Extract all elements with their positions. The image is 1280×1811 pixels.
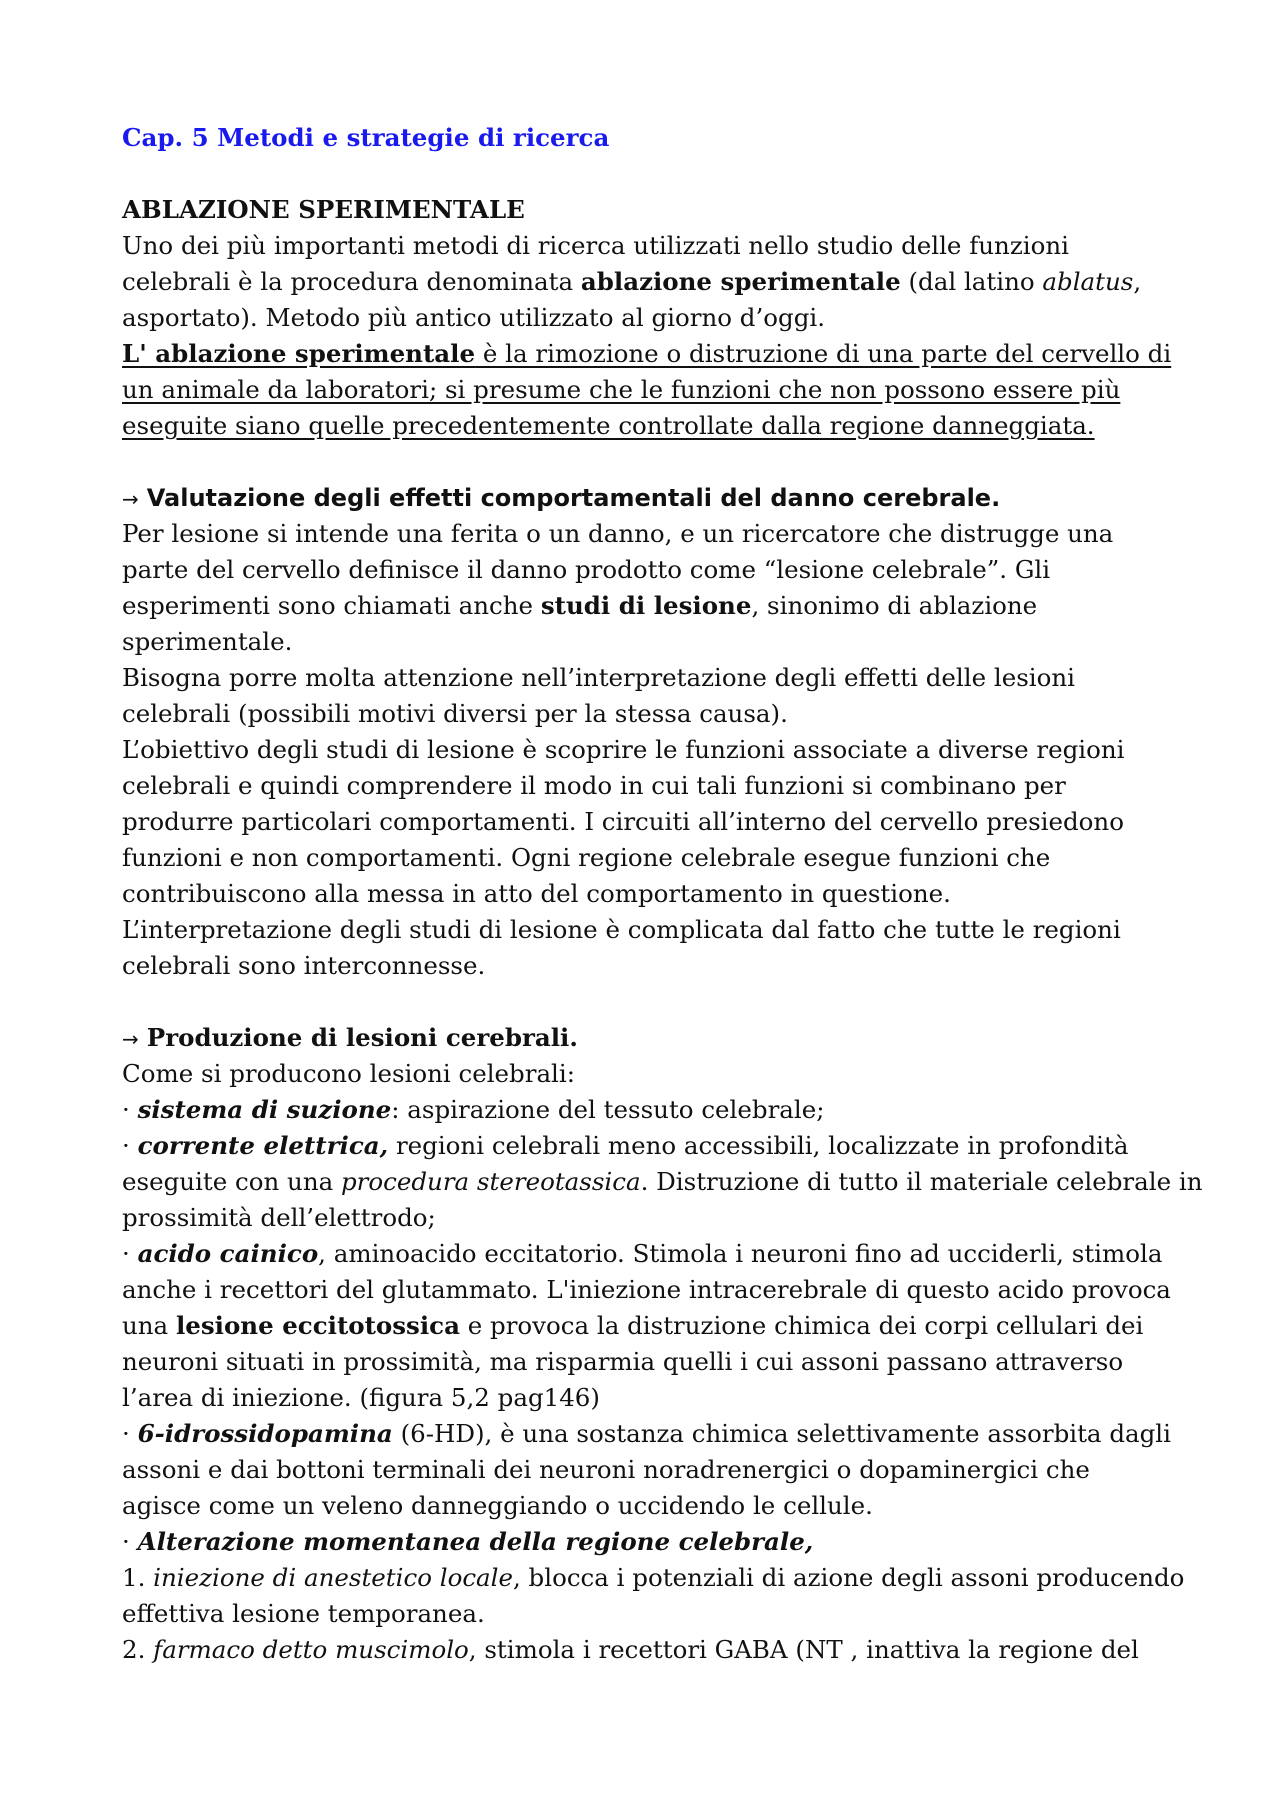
paragraph-line: celebrali e quindi comprendere il modo in cui tali funzioni si combinano per [122,771,1066,800]
list-item: · corrente elettrica, regioni celebrali meno accessibili, localizzate in profondità [122,1131,1129,1160]
section-heading-ablazione: ABLAZIONE SPERIMENTALE [122,195,525,224]
spacer [122,984,1202,1020]
underlined-definition: L' ablazione sperimentale è la rimozione o distruzione di una parte del cervello di [122,339,1172,368]
paragraph-line: produrre particolari comportamenti. I circuiti all’interno del cervello presiedono [122,807,1124,836]
paragraph-line: Uno dei più importanti metodi di ricerca utilizzati nello studio delle funzioni [122,231,1069,260]
paragraph-line: contribuiscono alla messa in atto del comportamento in questione. [122,879,951,908]
list-item: 2. farmaco detto muscimolo, stimola i recettori GABA (NT , inattiva la regione del [122,1635,1139,1664]
paragraph-line: una lesione eccitotossica e provoca la distruzione chimica dei corpi cellulari dei [122,1311,1144,1340]
paragraph-line: eseguite con una procedura stereotassica. Distruzione di tutto il materiale celebrale in [122,1167,1203,1196]
paragraph-line: Come si producono lesioni celebrali: [122,1059,575,1088]
list-item: · sistema di suzione: aspirazione del tessuto celebrale; [122,1095,825,1124]
paragraph-line: asportato). Metodo più antico utilizzato al giorno d’oggi. [122,303,825,332]
paragraph-line: anche i recettori del glutammato. L'iniezione intracerebrale di questo acido provoca [122,1275,1171,1304]
arrow-right-icon: → [122,487,139,511]
list-item: · acido cainico, aminoacido eccitatorio. Stimola i neuroni fino ad ucciderli, stimola [122,1239,1163,1268]
chapter-title: Cap. 5 Metodi e strategie di ricerca [122,123,610,152]
paragraph-line: l’area di iniezione. (figura 5,2 pag146) [122,1383,600,1412]
paragraph-line: effettiva lesione temporanea. [122,1599,485,1628]
list-item: · Alterazione momentanea della regione celebrale, [122,1527,814,1556]
underlined-definition: un animale da laboratori; si presume che le funzioni che non possono essere più [122,375,1121,404]
paragraph-line: L’obiettivo degli studi di lesione è scoprire le funzioni associate a diverse regioni [122,735,1125,764]
paragraph-line: Per lesione si intende una ferita o un danno, e un ricercatore che distrugge una [122,519,1114,548]
paragraph-line: funzioni e non comportamenti. Ogni regione celebrale esegue funzioni che [122,843,1051,872]
paragraph-line: celebrali (possibili motivi diversi per la stessa causa). [122,699,788,728]
arrow-right-icon: → [122,1027,139,1051]
section-heading-valutazione: → Valutazione degli effetti comportamentali del danno cerebrale. [122,484,1001,512]
underlined-definition: eseguite siano quelle precedentemente controllate dalla regione danneggiata. [122,411,1095,440]
spacer [122,444,1202,480]
spacer [122,156,1202,192]
paragraph-line: celebrali è la procedura denominata ablazione sperimentale (dal latino ablatus, [122,267,1142,296]
paragraph-line: L’interpretazione degli studi di lesione è complicata dal fatto che tutte le regioni [122,915,1121,944]
paragraph-line: prossimità dell’elettrodo; [122,1203,436,1232]
section-heading-produzione: → Produzione di lesioni cerebrali. [122,1023,578,1052]
paragraph-line: assoni e dai bottoni terminali dei neuroni noradrenergici o dopaminergici che [122,1455,1090,1484]
list-item: · 6-idrossidopamina (6-HD), è una sostanza chimica selettivamente assorbita dagli [122,1419,1171,1448]
paragraph-line: agisce come un veleno danneggiando o uccidendo le cellule. [122,1491,873,1520]
paragraph-line: celebrali sono interconnesse. [122,951,486,980]
list-item: 1. iniezione di anestetico locale, blocca i potenziali di azione degli assoni producendo [122,1563,1185,1592]
paragraph-line: sperimentale. [122,627,293,656]
paragraph-line: esperimenti sono chiamati anche studi di lesione, sinonimo di ablazione [122,591,1038,620]
paragraph-line: neuroni situati in prossimità, ma risparmia quelli i cui assoni passano attraverso [122,1347,1124,1376]
document-page [122,120,1202,1668]
paragraph-line: Bisogna porre molta attenzione nell’interpretazione degli effetti delle lesioni [122,663,1075,692]
paragraph-line: parte del cervello definisce il danno prodotto come “lesione celebrale”. Gli [122,555,1051,584]
